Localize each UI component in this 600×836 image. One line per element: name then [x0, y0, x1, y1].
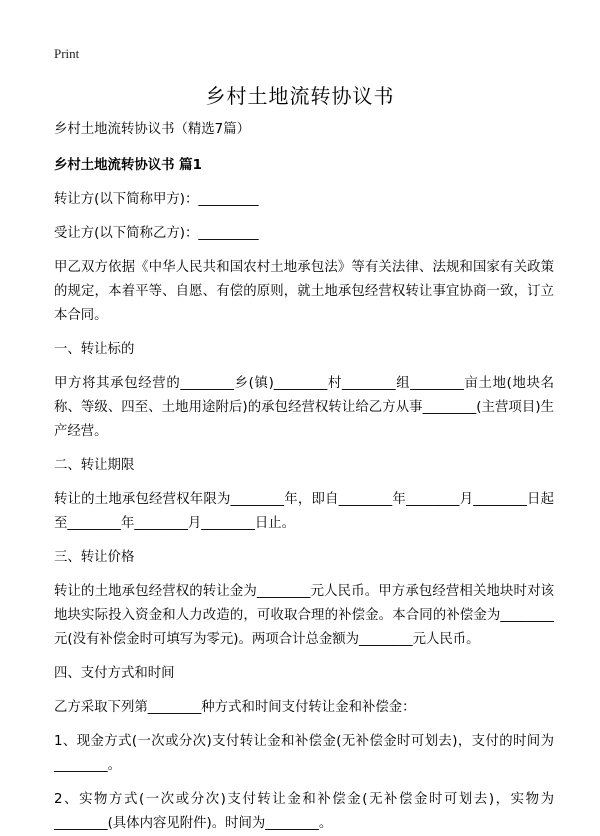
- print-label: Print: [54, 46, 80, 61]
- section-title: 乡村土地流转协议书 篇1: [54, 158, 202, 173]
- document-body: [54, 118, 554, 836]
- party-a-line: 转让方(以下简称甲方)：_________: [54, 192, 259, 207]
- heading-transfer-object: 一、转让标的: [54, 342, 135, 357]
- preamble-paragraph: 甲乙双方依据《中华人民共和国农村土地承包法》等有关法律、法规和国家有关政策的规定，本着平等、自愿、有偿的原则，就土地承包经营权转让事宜协商一致，订立本合同。: [54, 260, 554, 323]
- document-subtitle: 乡村土地流转协议书（精选7篇）: [54, 122, 250, 137]
- paragraph-transfer-period: 转让的土地承包经营权年限为________年，即自________年________月________日起至________年________月________日止。: [54, 492, 554, 531]
- heading-payment: 四、支付方式和时间: [54, 666, 175, 681]
- heading-transfer-price: 三、转让价格: [54, 550, 135, 565]
- paragraph-transfer-object: 甲方将其承包经营的________乡(镇)________村________组________亩土地(地块名称、等级、四至、土地用途附后)的承包经营权转让给乙方从事________(主营项目)生产经营。: [54, 376, 554, 439]
- document-title: 乡村土地流转协议书: [205, 84, 395, 108]
- paragraph-payment-in-kind: 2、实物方式(一次或分次)支付转让金和补偿金(无补偿金时可划去)，实物为________(具体内容见附件)。时间为________。: [54, 792, 554, 831]
- party-b-line: 受让方(以下简称乙方)：_________: [54, 226, 259, 241]
- paragraph-payment-cash: 1、现金方式(一次或分次)支付转让金和补偿金(无补偿金时可划去)，支付的时间为________。: [54, 734, 554, 773]
- paragraph-transfer-price: 转让的土地承包经营权的转让金为________元人民币。甲方承包经营相关地块时对该地块实际投入资金和人力改造的，可收取合理的补偿金。本合同的补偿金为________元(没有补偿金时可填写为零元)。两项合计总金额为________元人民币。: [54, 584, 554, 647]
- paragraph-payment-choice: 乙方采取下列第________种方式和时间支付转让金和补偿金：: [54, 700, 416, 715]
- heading-transfer-period: 二、转让期限: [54, 458, 135, 473]
